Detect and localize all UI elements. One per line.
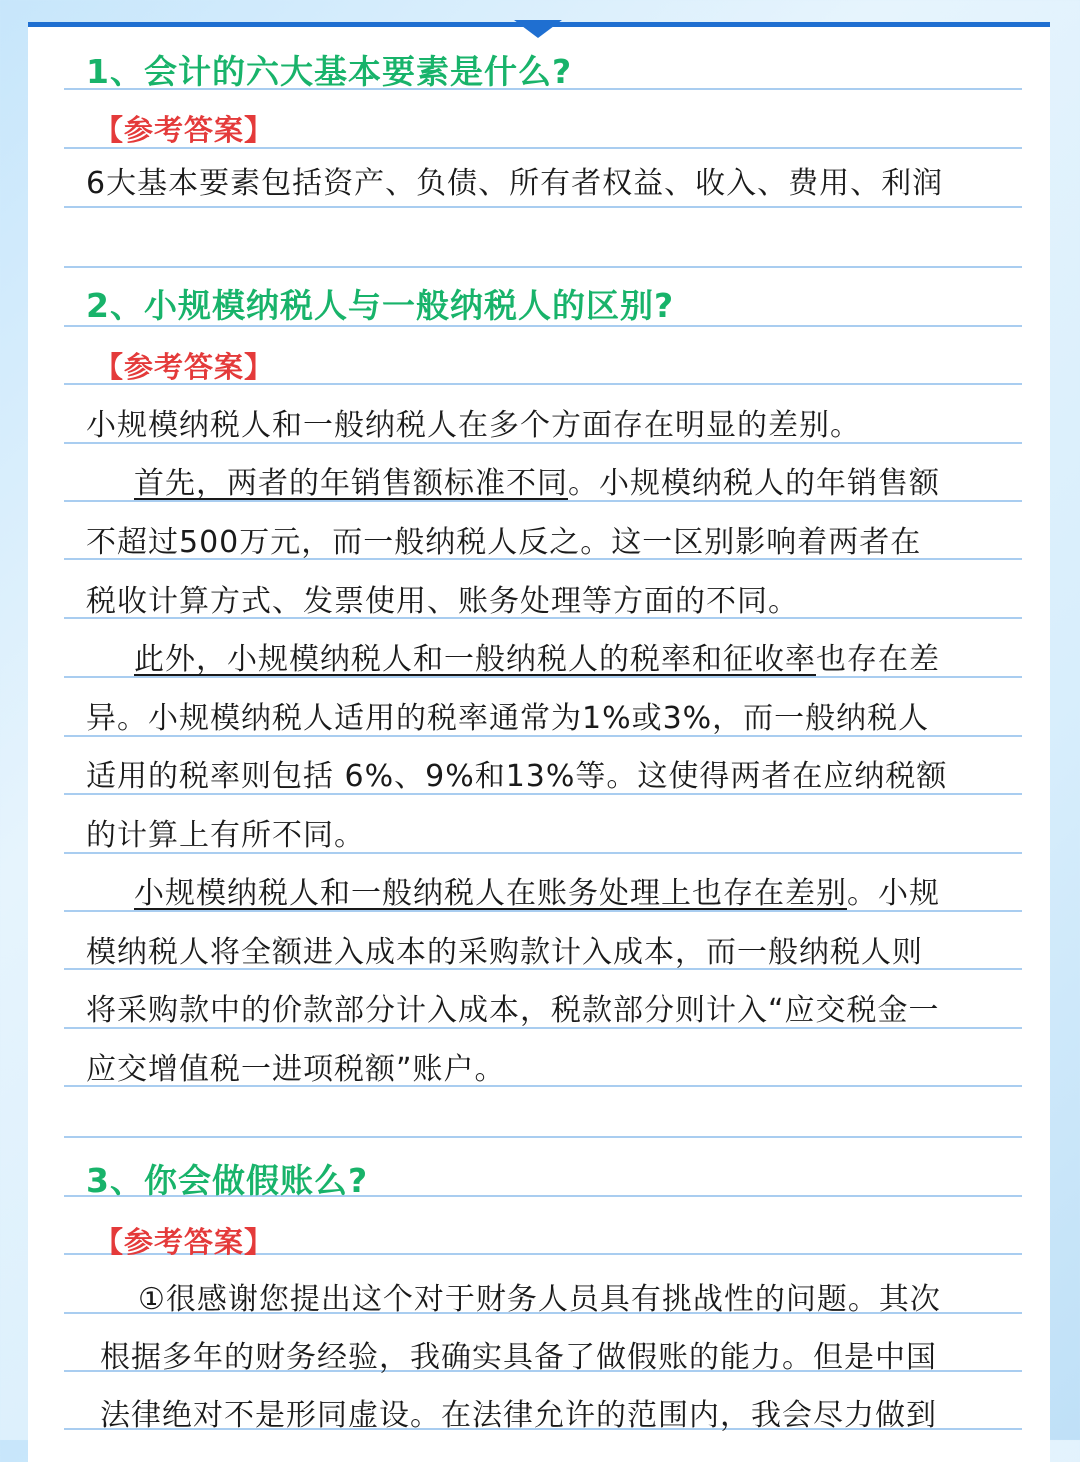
paragraph-text: 。小规	[847, 876, 940, 911]
question-3-answer-label: 【参考答案】	[94, 1225, 275, 1259]
question-2-paragraph-3-line: 应交增值税一进项税额”账户。	[86, 1052, 506, 1087]
top-notch-marker	[514, 20, 562, 38]
question-1-answer-text: 6大基本要素包括资产、负债、所有者权益、收入、费用、利润	[86, 166, 944, 201]
question-3-answer-line: ①很感谢您提出这个对于财务人员具有挑战性的问题。其次	[138, 1282, 941, 1317]
question-2-paragraph-3	[134, 874, 940, 914]
underlined-text: 小规模纳税人和一般纳税人在账务处理上也存在差别	[134, 876, 847, 911]
underlined-text: 首先，两者的年销售额标准不同	[134, 466, 568, 501]
question-2-paragraph-2	[134, 640, 940, 680]
question-2-paragraph-3-line: 模纳税人将全额进入成本的采购款计入成本，而一般纳税人则	[86, 935, 923, 970]
ruled-line	[64, 1136, 1022, 1138]
question-2-paragraph-2-line: 适用的税率则包括 6%、9%和13%等。这使得两者在应纳税额	[86, 759, 948, 794]
question-2-title: 2、小规模纳税人与一般纳税人的区别?	[86, 286, 675, 325]
ruled-line	[64, 266, 1022, 268]
ruled-line	[64, 206, 1022, 208]
question-3-title: 3、你会做假账么?	[86, 1161, 369, 1200]
paragraph-text: 也存在差	[816, 642, 940, 677]
question-2-paragraph-1	[134, 464, 940, 504]
paragraph-text: 。小规模纳税人的年销售额	[568, 466, 940, 501]
question-2-paragraph-1-line: 不超过500万元，而一般纳税人反之。这一区别影响着两者在	[86, 525, 922, 560]
question-2-paragraph-1-line: 税收计算方式、发票使用、账务处理等方面的不同。	[86, 584, 799, 619]
question-1-answer-label: 【参考答案】	[94, 113, 275, 147]
question-3-answer-line: 根据多年的财务经验，我确实具备了做假账的能力。但是中国	[100, 1340, 937, 1375]
question-2-paragraph-3-line: 将采购款中的价款部分计入成本，税款部分则计入“应交税金一	[86, 993, 940, 1028]
question-2-answer-label: 【参考答案】	[94, 350, 275, 384]
question-1-title: 1、会计的六大基本要素是什么?	[86, 52, 573, 91]
question-3-answer-line: 法律绝对不是形同虚设。在法律允许的范围内，我会尽力做到	[100, 1398, 937, 1433]
question-2-paragraph-2-line: 的计算上有所不同。	[86, 818, 365, 853]
underlined-text: 此外，小规模纳税人和一般纳税人的税率和征收率	[134, 642, 816, 677]
question-2-intro: 小规模纳税人和一般纳税人在多个方面存在明显的差别。	[86, 408, 861, 443]
question-2-paragraph-2-line: 异。小规模纳税人适用的税率通常为1%或3%，而一般纳税人	[86, 701, 930, 736]
